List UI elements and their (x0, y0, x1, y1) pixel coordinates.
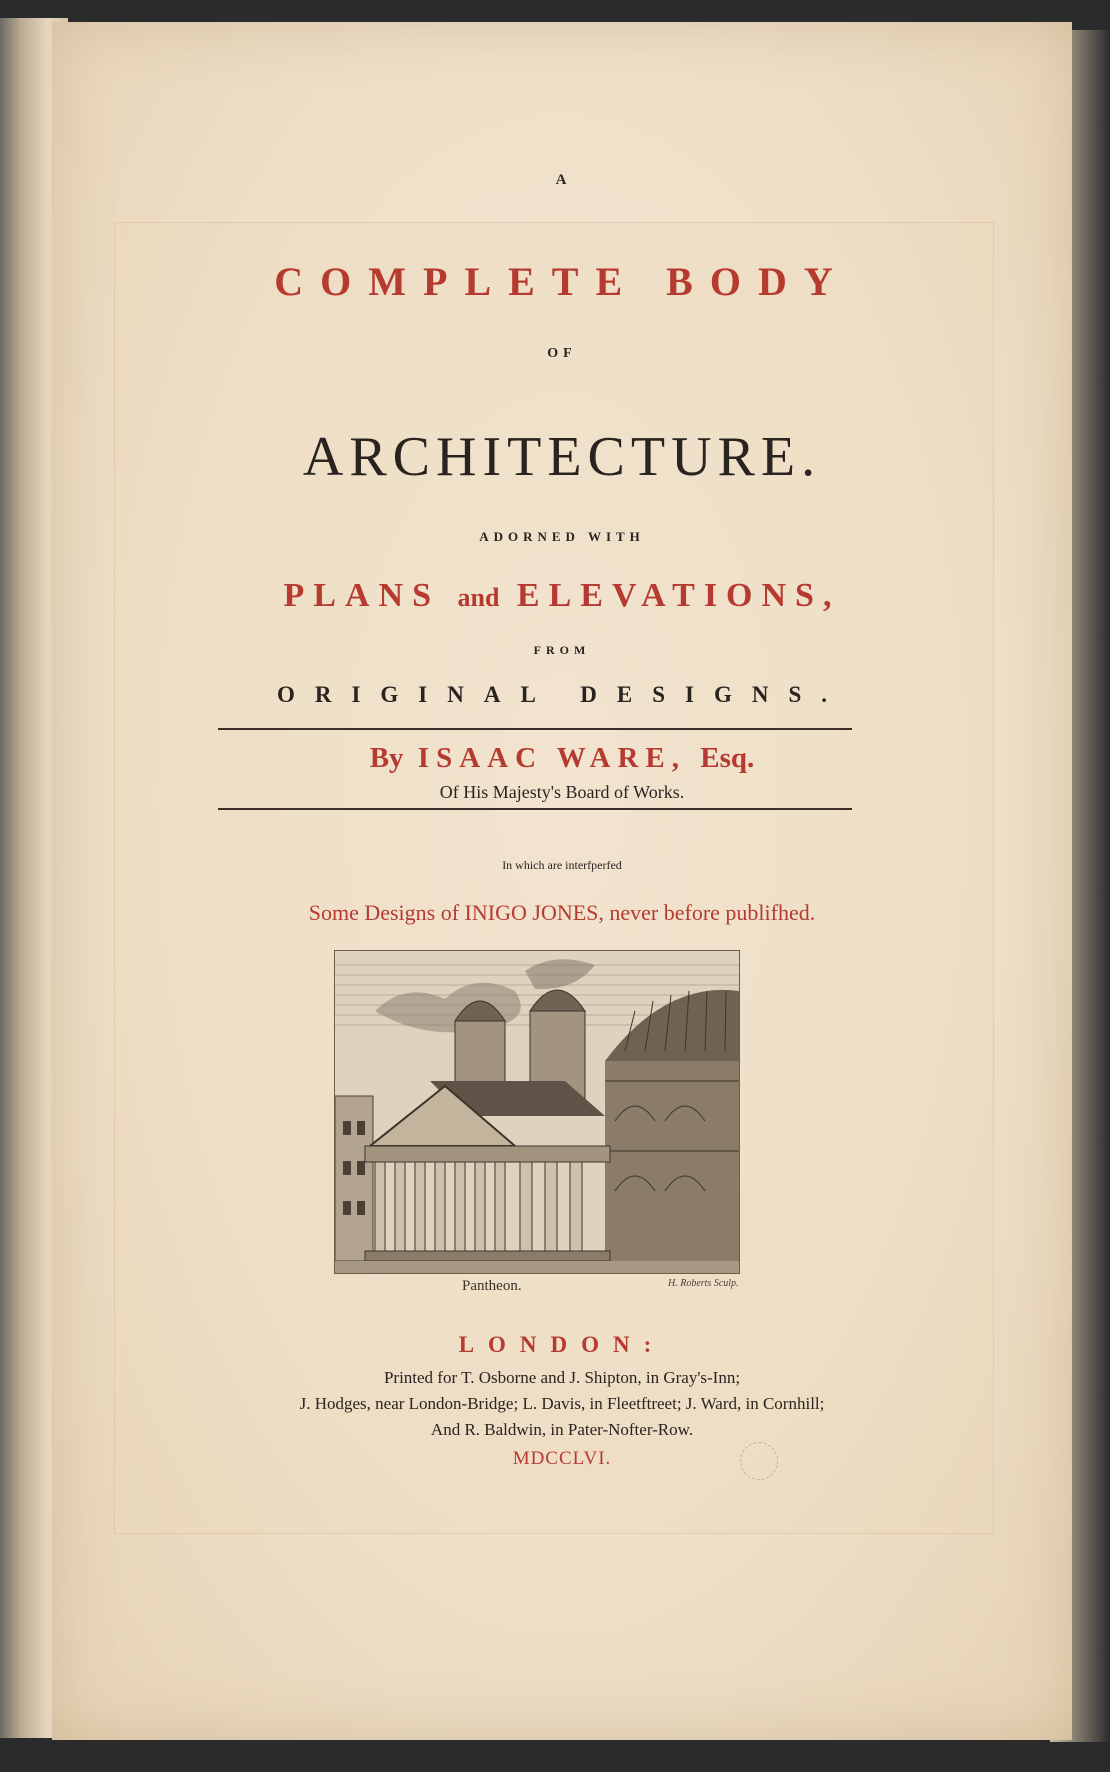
by-word: By (369, 742, 404, 774)
rule-bottom (218, 808, 852, 810)
imprint-city: LONDON: (458, 1332, 666, 1357)
interspersed-note: In which are interfperfed (502, 858, 622, 872)
title-article: A (555, 172, 569, 188)
rule-top (218, 728, 852, 730)
title-line-complete-body: COMPLETE BODY (274, 259, 850, 304)
imprint-line-2: J. Hodges, near London-Bridge; L. Davis, in Fleetftreet; J. Ward, in Cornhill; (299, 1394, 825, 1413)
author-name: ISAAC WARE, (417, 742, 687, 774)
imprint-line-3: And R. Baldwin, in Pater-Nofter-Row. (430, 1420, 694, 1439)
engraver-signature: H. Roberts Sculp. (668, 1278, 739, 1289)
elevations-word: ELEVATIONS, (516, 577, 841, 614)
adorned-with: ADORNED WITH (479, 529, 645, 544)
from-word: FROM (533, 643, 591, 657)
imprint-date: MDCCLVI. (512, 1448, 612, 1469)
plans-word: PLANS (283, 577, 440, 614)
pantheon-engraving (334, 950, 740, 1274)
engraving-caption: Pantheon. (462, 1278, 522, 1294)
title-line-architecture: ARCHITECTURE. (302, 426, 822, 488)
imprint-line-1: Printed for T. Osborne and J. Shipton, in Gray's-Inn; (383, 1368, 741, 1387)
inigo-jones-line: Some Designs of INIGO JONES, never before publifhed. (308, 900, 816, 925)
author-office: Of His Majesty's Board of Works. (439, 782, 685, 802)
plans-and-elevations (52, 577, 1072, 615)
and-word: and (457, 583, 500, 612)
title-of: OF (547, 346, 577, 361)
author-line (52, 742, 1072, 775)
original-designs: ORIGINAL DESIGNS. (276, 682, 848, 707)
esquire: Esq. (700, 742, 755, 774)
title-page (52, 22, 1072, 1740)
library-stamp (740, 1442, 778, 1480)
